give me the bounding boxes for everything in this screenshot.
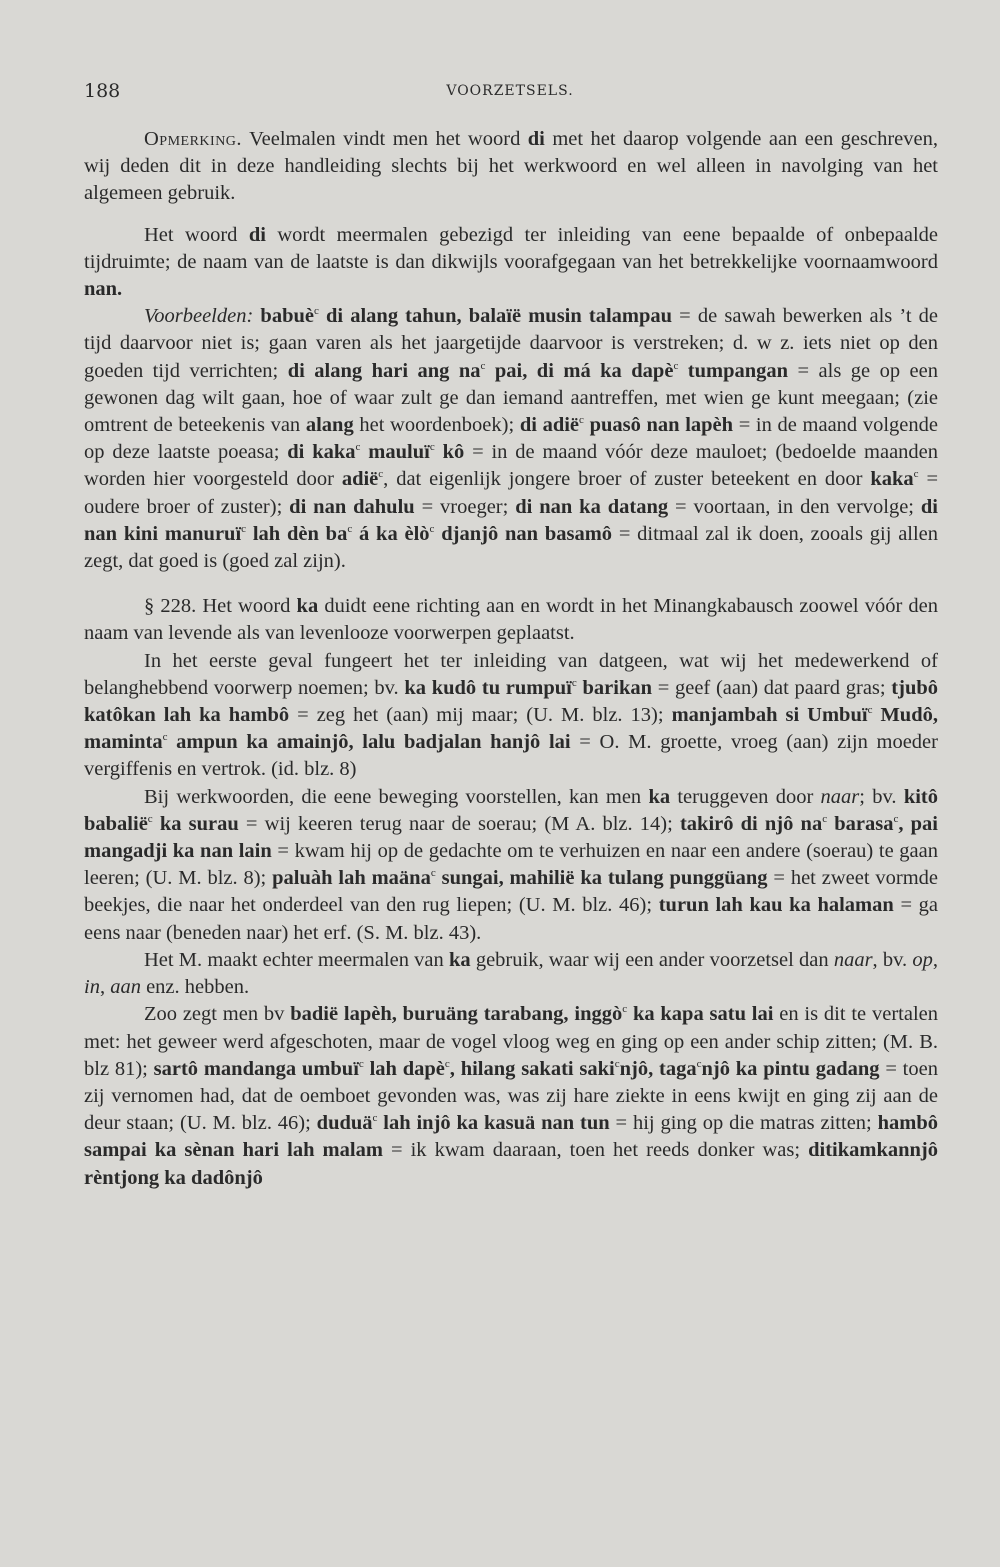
page-header xyxy=(84,80,936,110)
italic-term: naar xyxy=(833,948,873,971)
remark-label: Opmerking. xyxy=(144,128,243,150)
bold-term: ka xyxy=(296,595,319,618)
superscript-mark: c xyxy=(579,414,584,427)
superscript-mark: c xyxy=(358,1057,364,1070)
superscript-mark: c xyxy=(372,1112,378,1125)
bold-term: lah injô ka kasuä nan tun xyxy=(383,1112,610,1135)
paragraph-ka-indirect-object: In het eerste geval fungeert het ter inleiding van datgeen, wat wij het medewerkend of belanghebbend voorwerp noemen; bv. ka kudô tu rumpuï$^c$ barikan = geef (aan) dat paard gras; tjubô katôkan lah ka hambô = zeg het (aan) mij maar; (U. M. blz. 13); manjambah si Umbuï$^c$ Mudô, maminta$^c$ ampun ka amainjô, lalu badjalan hanjô lai = O. M. groette, vroeg (aan) zijn moeder vergiffenis en vertrok. (id. blz. 8) xyxy=(84,649,939,781)
superscript-mark: c xyxy=(622,1003,628,1016)
bold-term: djanjô nan basamô xyxy=(441,522,613,545)
paragraph-ka-motion: Bij werkwoorden, die eene beweging voorstellen, kan men ka teruggeven door naar; bv. kitô babalië$^c$ ka surau = wij keeren terug naar de soerau; (M A. blz. 14); takirô di njô $na^c$ barasa$^c$, pai mangadji ka nan lain = kwam hij op de gedachte om te verhuizen en naar een andere (soerau) te gaan leeren; (U. M. blz. 8); paluàh lah maäna$^c$ sungai, mahilië ka tulang punggüang = het zweet vormde beekjes, die naar het onderdeel van den rug liepen; (U. M. blz. 46); turun lah kau ka halaman = ga eens naar (beneden naar) het erf. (S. M. blz. 43). xyxy=(84,785,938,944)
bold-term: di alang tahun, balaïë musin talampau xyxy=(326,305,673,328)
superscript-mark: c xyxy=(822,813,828,826)
superscript-mark: c xyxy=(913,468,919,481)
superscript-mark: c xyxy=(429,441,435,454)
bold-term: ka kapa satu lai xyxy=(632,1003,774,1026)
bold-term: tumpangan xyxy=(687,359,789,382)
body-text xyxy=(84,126,938,1192)
remark-paragraph xyxy=(84,126,938,208)
italic-term: Voorbeelden: xyxy=(144,305,254,328)
italic-term: naar xyxy=(820,785,860,808)
bold-term: barasa xyxy=(834,812,894,835)
bold-term: di nan kini manuruï xyxy=(84,495,938,545)
bold-term: sungai, mahilië ka tulang punggüang xyxy=(441,867,768,890)
bold-term: di adië xyxy=(519,414,580,437)
bold-term: nan. xyxy=(84,278,123,301)
bold-term: ka surau xyxy=(159,812,239,835)
bold-term: ditikamkannjô rèntjong ka dadônjô xyxy=(84,1139,938,1189)
bold-term: di kaka xyxy=(287,441,356,464)
bold-term: , pai mangadji ka nan lain xyxy=(84,812,938,863)
bold-term: manjambah si Umbuï xyxy=(671,704,868,727)
bold-term: alang xyxy=(305,414,354,437)
bold-term: turun lah kau ka halaman xyxy=(658,894,894,917)
italic-term: in xyxy=(84,976,100,999)
bold-term: adië xyxy=(341,468,379,491)
bold-term: kô xyxy=(442,441,465,464)
paragraph-examples-di: Voorbeelden: babuè$^c$ di alang tahun, balaïë musin talampau = de sawah bewerken als ’t de tijd daarvoor niet is; gaan varen als het jaargetijde daarvoor is verstreken; d. w z. iets niet op den goeden tijd verrichten; di alang hari ang $na^c$ pai, di má ka dapè$^c$ tumpangan = als ge op een gewonen dag wilt gaan, hoe of waar zult ge dan iemand aantreffen, met wien ge kunt meegaan; (zie omtrent de beteekenis van alang het woordenboek); di adië$^c$ puasô nan lapèh = in de maand volgende op deze laatste poeasa; di kaka$^c$ mauluï$^c$ kô = in de maand vóór deze mauloet; (bedoelde maanden worden hier voorgesteld door adië$^c$, dat eigenlijk jongere broer of zuster beteekent en door kaka$^c$ = oudere broer of zuster); di nan dahulu = vroeger; di nan ka datang = voortaan, in den vervolge; di nan kini manuruï$^c$ lah dèn $ba^c$ á ka èlò$^c$ djanjô nan basamô = ditmaal zal ik doen, zooals gij allen zegt, dat goed is (goed zal zijn). xyxy=(84,305,939,573)
superscript-mark: c xyxy=(147,813,153,826)
bold-term: ka kudô tu rumpuï xyxy=(404,676,572,699)
bold-term: njô ka pintu gadang xyxy=(701,1057,880,1080)
bold-term: pai, di má ka dapè xyxy=(494,359,674,382)
bold-term: sartô mandanga umbuï xyxy=(153,1057,359,1080)
superscript-mark: c xyxy=(347,523,353,536)
remark-text: Veelmalen vindt men het woord di met het daarop volgende aan een geschreven, wij deden dit in deze handleiding slechts bij het werkwoord en wel alleen in navolging van het algemeen gebruik. xyxy=(84,128,938,205)
paragraph-di-time: Het woord di wordt meermalen gebezigd ter inleiding van eene bepaalde of onbepaalde tijdruimte; de naam van de laatste is dan dikwijls voorafgegaan van het betrekkelijke voornaamwoord nan. xyxy=(84,223,938,301)
bold-term: barikan xyxy=(582,676,652,699)
italic-term: aan xyxy=(110,976,141,999)
paragraph-ka-examples: Zoo zegt men bv badië lapèh, buruäng tarabang, inggò$^c$ ka kapa satu lai en is dit te vertalen met: het geweer werd afgeschoten, maar de vogel vloog weg en ging op een ander schip zitten; (M. B. blz 81); sartô mandanga umbuï$^c$ lah dapè$^c$, hilang sakati saki$^c$njô, taga$^c$njô ka pintu gadang = toen zij vernomen had, dat de oemboet gevonden was, was zij hare ziekte in eens kwijt en ging zij aan de deur staan; (U. M. blz. 46); duduä$^c$ lah injô ka kasuä nan tun = hij ging op die matras zitten; hambô sampai ka sènan hari lah malam = ik kwam daaraan, toen het reeds donker was; ditikamkannjô rèntjong ka dadônjô xyxy=(84,1003,938,1189)
superscript-mark: c xyxy=(480,359,486,372)
bold-term: kaka xyxy=(870,468,914,491)
superscript-mark: c xyxy=(378,468,384,481)
bold-term: Mudô, maminta xyxy=(84,704,938,754)
bold-term: njô, taga xyxy=(619,1057,697,1080)
bold-term: , hilang sakati saki xyxy=(449,1057,615,1080)
bold-term: di xyxy=(248,223,266,246)
superscript-mark: c xyxy=(673,359,679,372)
superscript-mark: c xyxy=(893,813,899,826)
paragraph-ka-other-prepositions: Het M. maakt echter meermalen van ka gebruik, waar wij een ander voorzetsel dan naar, bv. op, in, aan enz. hebben. xyxy=(84,948,938,999)
superscript-mark: c xyxy=(571,677,577,690)
bold-term: ampun ka amainjô, lalu badjalan hanjô lai xyxy=(176,731,571,754)
bold-term: ka xyxy=(448,948,471,971)
bold-term: lah dapè xyxy=(369,1057,445,1080)
bold-term: di xyxy=(527,128,545,150)
superscript-mark: c xyxy=(867,704,873,717)
bold-term: duduä xyxy=(316,1112,373,1135)
superscript-mark: c xyxy=(313,305,319,318)
superscript-mark: c xyxy=(162,731,168,744)
bold-term: tjubô katôkan lah ka hambô xyxy=(84,676,939,727)
bold-term: babuè xyxy=(260,305,314,328)
superscript-mark: c xyxy=(241,523,247,536)
bold-term: puasô nan lapèh xyxy=(589,414,734,437)
superscript-mark: c xyxy=(429,523,435,536)
bold-term: mauluï xyxy=(368,441,430,464)
italic-term: op xyxy=(912,948,933,971)
bold-term: di nan dahulu xyxy=(289,495,415,518)
superscript-mark: c xyxy=(355,441,361,454)
bold-term: paluàh lah maäna xyxy=(272,867,431,890)
bold-term: ka xyxy=(648,785,671,808)
bold-term: takirô di njô na xyxy=(679,812,823,835)
superscript-mark: c xyxy=(614,1057,620,1070)
superscript-mark: c xyxy=(696,1057,702,1070)
bold-term: di alang hari ang na xyxy=(287,359,481,382)
bold-term: di nan ka datang xyxy=(515,495,669,518)
bold-term: kitô babalië xyxy=(84,785,938,835)
page-number: 188 xyxy=(84,80,121,102)
running-title: VOORZETSELS. xyxy=(446,83,574,99)
bold-term: á ka èlò xyxy=(359,522,430,545)
bold-term: hambô sampai ka sènan hari lah malam xyxy=(84,1112,938,1162)
superscript-mark: c xyxy=(430,867,436,880)
section-228-intro: § 228. Het woord ka duidt eene richting aan en wordt in het Minangkabausch zoowel vóór den naam van levende als van levenlooze voorwerpen geplaatst. xyxy=(84,595,938,645)
bold-term: lah dèn ba xyxy=(252,522,348,545)
bold-term: badië lapèh, buruäng tarabang, inggò xyxy=(290,1003,623,1026)
superscript-mark: c xyxy=(444,1057,450,1070)
